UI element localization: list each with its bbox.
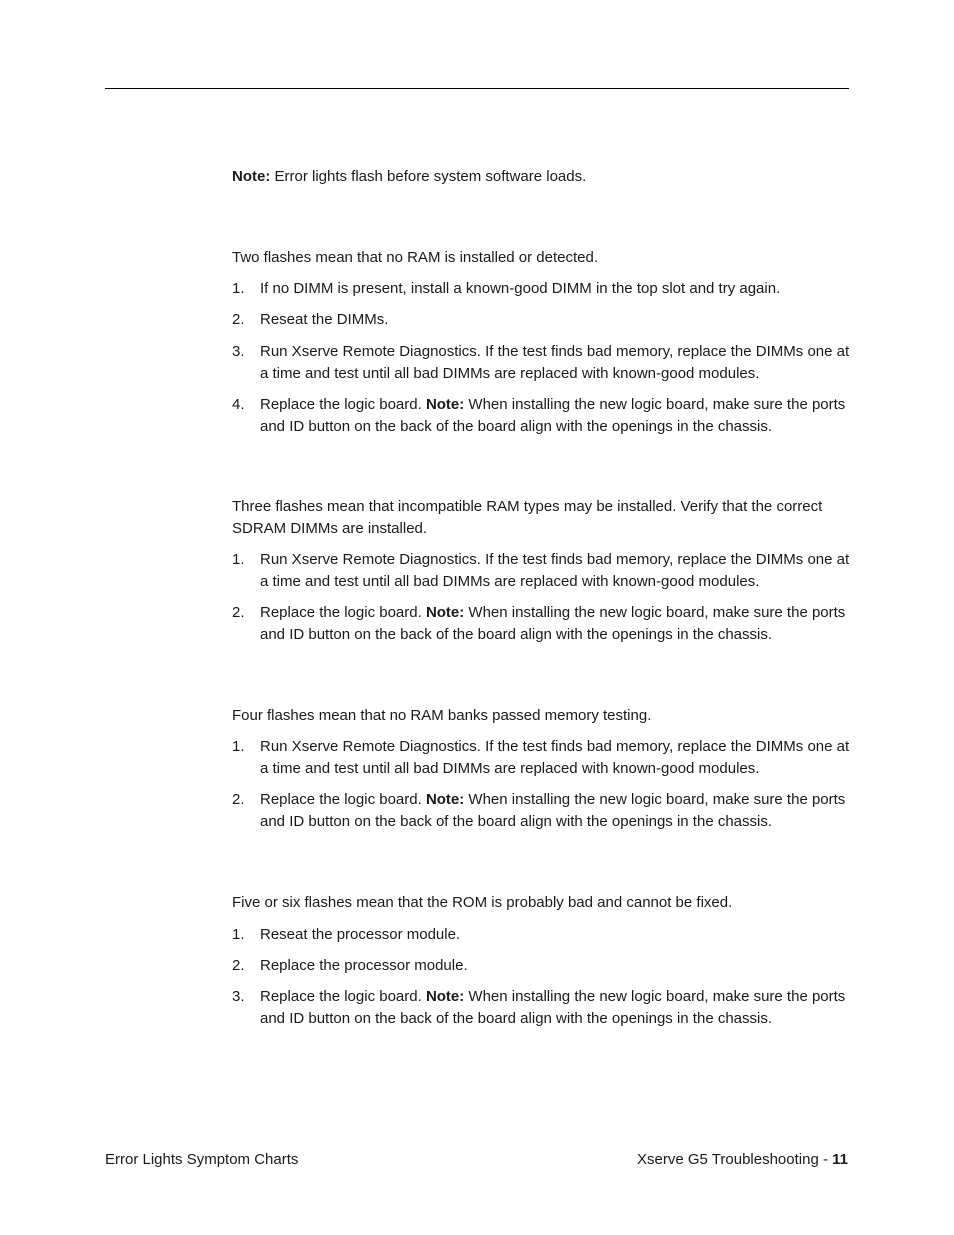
list-number: 2.	[232, 957, 245, 974]
list-item	[232, 986, 852, 1030]
list-text: If no DIMM is present, install a known-good DIMM in the top slot and try again.	[260, 280, 781, 297]
list-text	[260, 986, 852, 1030]
list-text: Run Xserve Remote Diagnostics. If the test finds bad memory, replace the DIMMs one at a time and test until all bad DIMMs are replaced with known-good modules.	[260, 551, 850, 590]
list-number: 1.	[232, 280, 245, 297]
header-rule	[105, 88, 849, 89]
list-number: 1.	[232, 738, 245, 755]
list-item	[232, 278, 852, 300]
footer-page-info	[637, 1149, 848, 1171]
list-text: Reseat the DIMMs.	[260, 311, 389, 328]
list-text: Reseat the processor module.	[260, 926, 461, 943]
list-text	[260, 602, 852, 646]
section-intro: Two flashes mean that no RAM is installed or detected.	[232, 249, 599, 266]
list-text	[260, 394, 852, 438]
list-text-lead: Replace the logic board.	[260, 604, 426, 621]
list-item	[232, 549, 852, 593]
list-text	[260, 789, 852, 833]
note-label: Note:	[425, 396, 465, 413]
list-text-note: When installing the new logic board, make sure the ports and ID button on the back of the board align with the openings in the chassis.	[260, 791, 846, 830]
list-number: 3.	[232, 343, 245, 360]
list-text-lead: Replace the logic board.	[260, 791, 426, 808]
list-number: 3.	[232, 988, 245, 1005]
list-number: 2.	[232, 311, 245, 328]
section-intro: Five or six flashes mean that the ROM is probably bad and cannot be fixed.	[232, 894, 733, 911]
list-text: Run Xserve Remote Diagnostics. If the test finds bad memory, replace the DIMMs one at a time and test until all bad DIMMs are replaced with known-good modules.	[260, 738, 850, 777]
section-intro: Four flashes mean that no RAM banks passed memory testing.	[232, 707, 652, 724]
list-item	[232, 309, 852, 331]
list-item	[232, 602, 852, 646]
list-item	[232, 955, 852, 977]
list-item	[232, 736, 852, 780]
note-paragraph	[232, 166, 852, 188]
list-item	[232, 924, 852, 946]
note-label: Note:	[425, 791, 465, 808]
list-text: Replace the processor module.	[260, 957, 468, 974]
note-text: Error lights flash before system software loads.	[270, 168, 587, 185]
list-item	[232, 341, 852, 385]
footer-section-title: Error Lights Symptom Charts	[105, 1151, 299, 1168]
footer-doc-title: Xserve G5 Troubleshooting -	[637, 1151, 833, 1168]
list-item	[232, 789, 852, 833]
note-label: Note:	[425, 604, 465, 621]
list-number: 2.	[232, 604, 245, 621]
list-text-note: When installing the new logic board, make sure the ports and ID button on the back of the board align with the openings in the chassis.	[260, 396, 846, 435]
list-item	[232, 394, 852, 438]
section-intro: Three flashes mean that incompatible RAM types may be installed. Verify that the correct SDRAM DIMMs are installed.	[232, 498, 823, 537]
list-text-lead: Replace the logic board.	[260, 396, 426, 413]
list-number: 1.	[232, 551, 245, 568]
note-label: Note:	[232, 168, 271, 185]
list-text-lead: Replace the logic board.	[260, 988, 426, 1005]
list-text-note: When installing the new logic board, make sure the ports and ID button on the back of the board align with the openings in the chassis.	[260, 988, 846, 1027]
list-text: Run Xserve Remote Diagnostics. If the test finds bad memory, replace the DIMMs one at a time and test until all bad DIMMs are replaced with known-good modules.	[260, 343, 850, 382]
page-number: 11	[832, 1151, 848, 1168]
note-label: Note:	[425, 988, 465, 1005]
list-text-note: When installing the new logic board, make sure the ports and ID button on the back of the board align with the openings in the chassis.	[260, 604, 846, 643]
list-number: 1.	[232, 926, 245, 943]
list-number: 2.	[232, 791, 245, 808]
list-number: 4.	[232, 396, 245, 413]
